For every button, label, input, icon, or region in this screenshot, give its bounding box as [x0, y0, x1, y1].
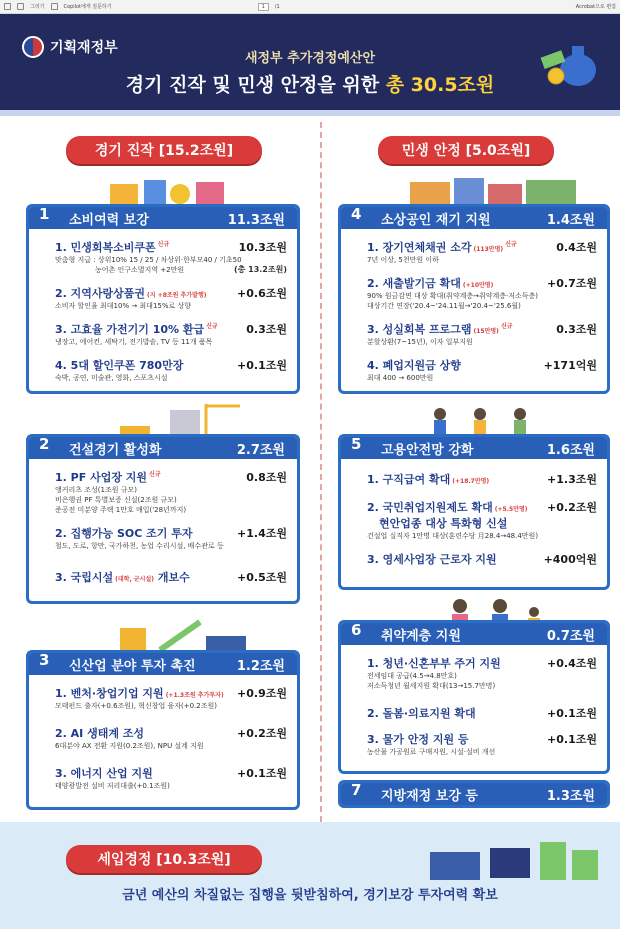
revenue-statement: 금년 예산의 차질없는 집행을 뒷받침하여, 경기보강 투자여력 확보 — [122, 888, 498, 903]
left-section-tab: 경기 진작 [15.2조원] — [66, 136, 262, 164]
list-item: 3. 고효율 가전기기 10% 환급 $^{신규}$ 0.3조원 냉장고, 에어컨, 세탁기, 전기밥솥, TV 등 11개 품목 — [55, 323, 287, 346]
ministry-name: 기획재정부 — [50, 40, 118, 56]
finance-desk-illustration-icon — [420, 832, 610, 884]
list-item: 1. 구직급여 확대 (+18.7만명) +1.3조원 — [367, 473, 597, 486]
poster — [0, 14, 620, 929]
card-header: 7 지방재정 보강 등 1.3조원 — [341, 783, 607, 805]
list-item: 1. 민생회복소비쿠폰 $^{신규}$ 10.3조원 맞춤형 지급 : 상위10% 15 / 25 / 차상위·한부모40 / 기초50 농어촌 인구소멸지역 +2만원 (총 13.2조원) — [55, 241, 287, 274]
revenue-tab: 세입경정 [10.3조원] — [66, 845, 262, 873]
card-construction — [26, 434, 300, 604]
page-number-input[interactable]: 1 — [258, 3, 269, 11]
list-item: 2. 지역사랑상품권 (지 +8조원 추가발행) +0.6조원 소비자 할인율 최대10% → 최대15%로 상향 — [55, 287, 287, 310]
page-total: /1 — [274, 3, 280, 10]
list-item: 2. 돌봄·의료지원 확대 +0.1조원 — [367, 707, 597, 720]
list-item: 3. 성실회복 프로그램 (15만명)$^{신규}$ 0.3조원 분할상환(7~15년), 이자 일부지원 — [367, 323, 597, 346]
right-section-tab: 민생 안정 [5.0조원] — [378, 136, 554, 164]
list-item: 2. 국민취업지원제도 확대 (+5.5만명) +0.2조원 현안업종 대상 특화형 신설 건설업 실직자 1만명 대상(훈련수당 月28.4→48.4만원) — [367, 501, 597, 540]
money-bag-icon — [540, 32, 600, 92]
list-item: 3. 영세사업장 근로자 지원 +400억원 — [367, 553, 597, 566]
card-header: 5 고용안전망 강화 1.6조원 — [341, 437, 607, 459]
card-header: 3 신산업 분야 투자 촉진 1.2조원 — [29, 653, 297, 675]
list-item: 2. 새출발기금 확대 (+10만명) +0.7조원 90% 원금감면 대상 확대(취약계층→취약계층·저소득층) 대상기간 연장('20.4~'24.11월→'20.4~'25.6월) — [367, 277, 597, 310]
draw-button[interactable]: 그리기 — [30, 4, 45, 10]
card-header: 6 취약계층 지원 0.7조원 — [341, 623, 607, 645]
highlight-icon[interactable] — [51, 3, 58, 10]
list-item: 1. 벤처·창업기업 지원 (+1.3조원 추가투자) +0.9조원 모태펀드 출자(+0.6조원), 혁신창업 융자(+0.2조원) — [55, 687, 287, 710]
copilot-button[interactable]: Copilot에게 질문하기 — [63, 4, 112, 10]
undo-icon[interactable] — [17, 3, 24, 10]
acrobat-edit-button[interactable]: Acrobat으로 편집 — [575, 4, 616, 10]
list-item: 3. 국립시설 (대학, 군시설) 개보수 +0.5조원 — [55, 571, 287, 584]
list-item: 1. 장기연체채권 소각 (113만명)$^{신규}$ 0.4조원 7년 이상, 5천만원 이하 — [367, 241, 597, 264]
card-local-finance — [338, 780, 610, 808]
card-vulnerable — [338, 620, 610, 774]
card-small-business — [338, 204, 610, 394]
header-subtitle: 새정부 추가경정예산안 — [244, 51, 376, 66]
list-item: 1. 청년·신혼부부 주거 지원 +0.4조원 전세임대 공급(4.5→4.8만호) 저소득청년 월세지원 확대(13→15.7만명) — [367, 657, 597, 690]
list-item: 3. 에너지 산업 지원 +0.1조원 태양광발전 설비 저리대출(+0.1조원) — [55, 767, 287, 790]
card-consumption — [26, 204, 300, 394]
list-item: 4. 폐업지원금 상향 +171억원 최대 400 → 600만원 — [367, 359, 597, 382]
header-title: 경기 진작 및 민생 안정을 위한 총 30.5조원 — [125, 74, 495, 96]
card-new-industry — [26, 650, 300, 810]
header-banner — [0, 14, 620, 116]
pdf-toolbar — [0, 0, 620, 14]
list-item: 4. 5대 할인쿠폰 780만장 +0.1조원 숙박, 공연, 미술관, 영화, 스포츠시설 — [55, 359, 287, 382]
card-employment — [338, 434, 610, 590]
list-item: 2. 집행가능 SOC 조기 투자 +1.4조원 철도, 도로, 항만, 국가하천, 농업 수리시설, 배수관로 등 — [55, 527, 287, 550]
card-header: 2 건설경기 활성화 2.7조원 — [29, 437, 297, 459]
list-item: 3. 물가 안정 지원 등 +0.1조원 농산물 가공원료 구매지원, 시설·설비 개선 — [367, 733, 597, 756]
center-divider — [320, 122, 322, 822]
card-header: 4 소상공인 재기 지원 1.4조원 — [341, 207, 607, 229]
menu-icon[interactable] — [4, 3, 11, 10]
list-item: 2. AI 생태계 조성 +0.2조원 6대분야 AX 전환 지원(0.2조원), NPU 설계 지원 — [55, 727, 287, 750]
card-header: 1 소비여력 보강 11.3조원 — [29, 207, 297, 229]
list-item: 1. PF 사업장 지원 $^{신규}$ 0.8조원 앵커리츠 조성(1조원 규모) 비은행권 PF 특별보증 신설(2조원 규모) 준공전 미분양 주택 1만호 매입('28년까지) — [55, 471, 287, 514]
